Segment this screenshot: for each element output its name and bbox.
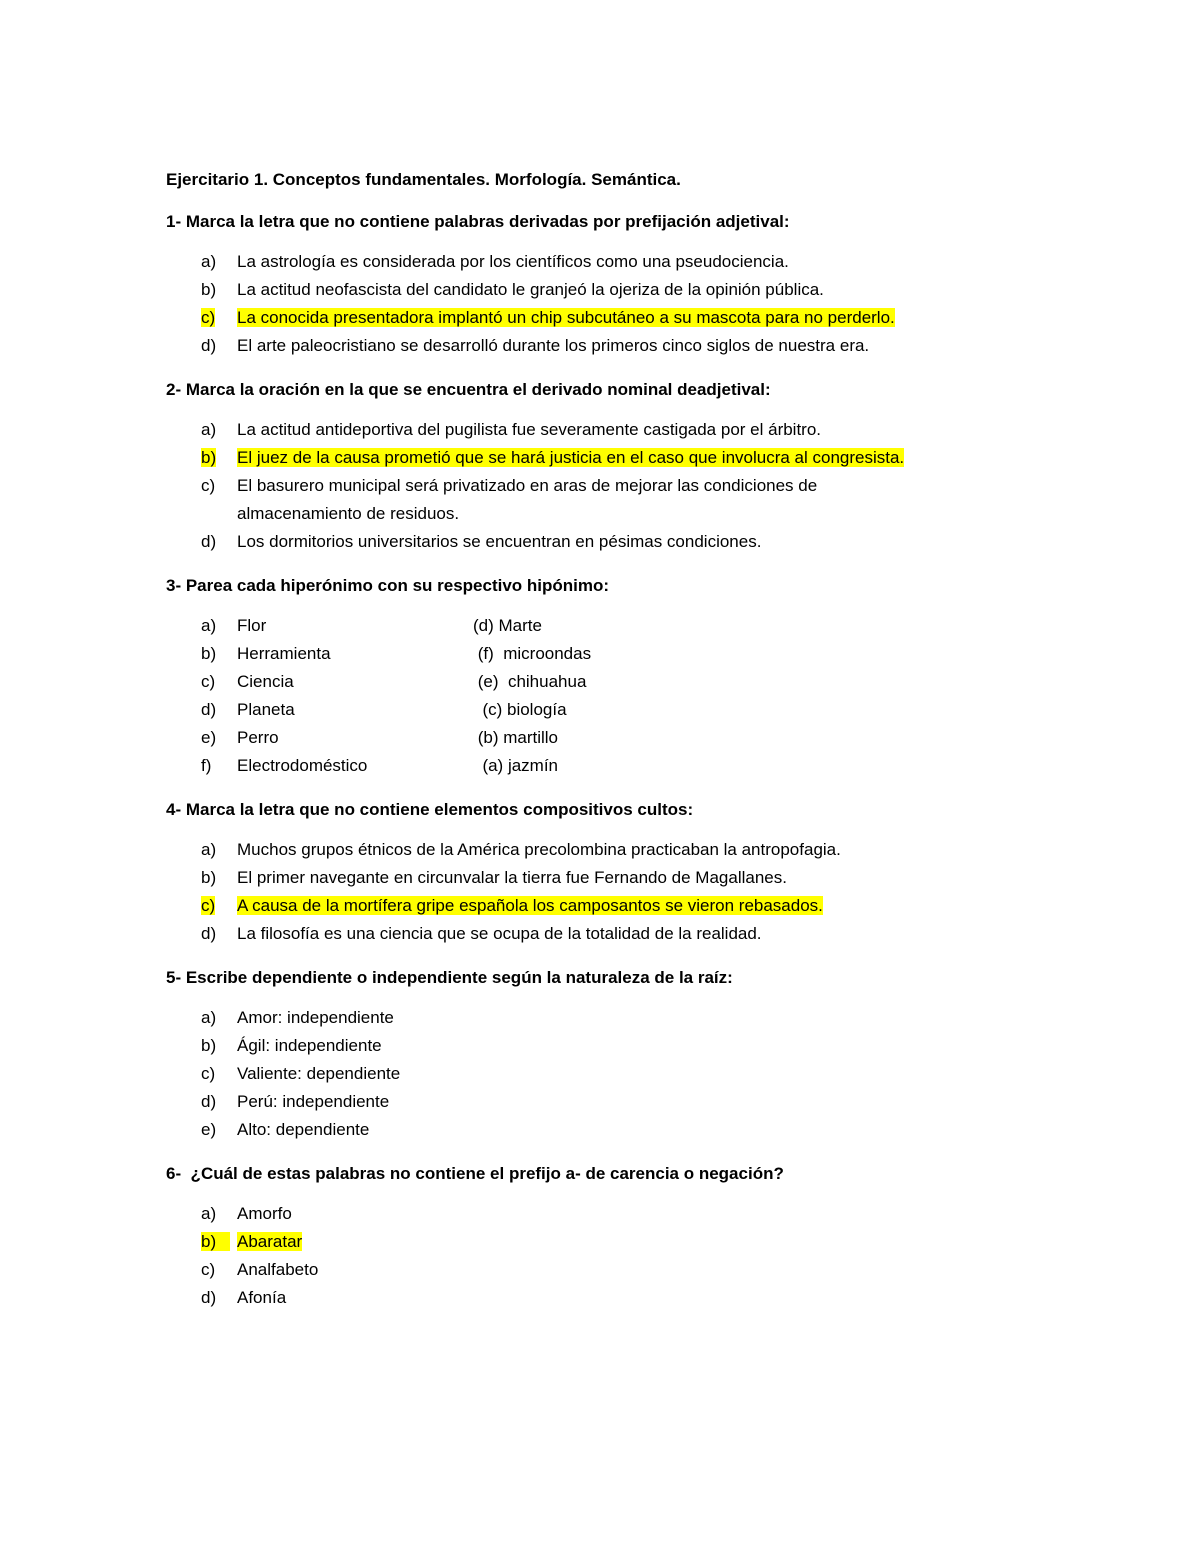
question-2-prompt: 2- Marca la oración en la que se encuentra el derivado nominal deadjetival: — [166, 380, 771, 399]
option-5a — [166, 1004, 1066, 1032]
pair-e — [166, 724, 1066, 752]
pair-c — [166, 668, 1066, 696]
option-1d — [166, 332, 1066, 360]
option-text: Amor: independiente — [237, 1008, 394, 1027]
option-4d — [166, 920, 1066, 948]
option-letter: b) — [201, 280, 217, 299]
pair-f — [166, 752, 1066, 780]
pair-letter: d) — [201, 700, 217, 719]
hyperonym: Ciencia — [237, 672, 294, 691]
option-letter: c) — [201, 1260, 216, 1279]
option-letter: c) — [201, 896, 216, 915]
option-letter: a) — [201, 1008, 217, 1027]
hyperonym: Electrodoméstico — [237, 756, 368, 775]
option-letter: c) — [201, 476, 216, 495]
hyponym: (d) Marte — [473, 616, 542, 635]
pair-letter: f) — [201, 756, 212, 775]
option-letter: d) — [201, 532, 217, 551]
option-letter: b) — [201, 1232, 230, 1251]
option-2a — [166, 416, 1066, 444]
option-5c — [166, 1060, 1066, 1088]
option-letter: d) — [201, 336, 217, 355]
hyperonym: Flor — [237, 616, 267, 635]
option-text: El primer navegante en circunvalar la tierra fue Fernando de Magallanes. — [237, 868, 787, 887]
pair-letter: b) — [201, 644, 217, 663]
option-2c — [166, 472, 1066, 528]
option-6a — [166, 1200, 1066, 1228]
pair-b — [166, 640, 1066, 668]
option-5d — [166, 1088, 1066, 1116]
hyperonym: Perro — [237, 728, 279, 747]
option-4a — [166, 836, 1066, 864]
option-letter: a) — [201, 420, 217, 439]
option-text: La filosofía es una ciencia que se ocupa de la totalidad de la realidad. — [237, 924, 762, 943]
option-letter: b) — [201, 448, 217, 467]
hyponym: (e) chihuahua — [473, 672, 587, 691]
option-letter: a) — [201, 252, 217, 271]
option-letter: a) — [201, 1204, 217, 1223]
pair-d — [166, 696, 1066, 724]
option-letter: d) — [201, 1092, 217, 1111]
option-text: El juez de la causa prometió que se hará justicia en el caso que involucra al congresista. — [237, 448, 905, 467]
document-page — [166, 168, 1066, 1330]
hyponym: (a) jazmín — [473, 756, 559, 775]
pair-letter: a) — [201, 616, 217, 635]
hyponym: (b) martillo — [473, 728, 559, 747]
question-3-prompt: 3- Parea cada hiperónimo con su respectivo hipónimo: — [166, 576, 610, 595]
option-text: Amorfo — [237, 1204, 292, 1223]
option-text: Analfabeto — [237, 1260, 319, 1279]
option-5e — [166, 1116, 1066, 1144]
option-1b — [166, 276, 1066, 304]
option-text: La astrología es considerada por los científicos como una pseudociencia. — [237, 252, 789, 271]
hyperonym: Planeta — [237, 700, 295, 719]
option-letter: a) — [201, 840, 217, 859]
option-letter: c) — [201, 1064, 216, 1083]
option-4c-highlighted — [166, 892, 1066, 920]
option-text: El arte paleocristiano se desarrolló durante los primeros cinco siglos de nuestra era. — [237, 336, 870, 355]
option-2d — [166, 528, 1066, 556]
option-text: Valiente: dependiente — [237, 1064, 401, 1083]
question-5-options — [166, 1004, 1066, 1144]
question-3-pairs — [166, 612, 1066, 780]
question-6-prompt: 6- ¿Cuál de estas palabras no contiene el prefijo a- de carencia o negación? — [166, 1164, 784, 1183]
pair-a — [166, 612, 1066, 640]
question-5-prompt: 5- Escribe dependiente o independiente según la naturaleza de la raíz: — [166, 968, 733, 987]
question-4-options — [166, 836, 1066, 948]
hyponym: (c) biología — [473, 700, 567, 719]
option-text: Afonía — [237, 1288, 287, 1307]
option-letter: c) — [201, 308, 216, 327]
option-letter: d) — [201, 924, 217, 943]
option-6b-highlighted — [166, 1228, 1066, 1256]
pair-letter: c) — [201, 672, 216, 691]
option-text: Muchos grupos étnicos de la América precolombina practicaban la antropofagia. — [237, 840, 841, 859]
option-2b-highlighted — [166, 444, 1066, 472]
option-5b — [166, 1032, 1066, 1060]
option-1c-highlighted — [166, 304, 1066, 332]
option-4b — [166, 864, 1066, 892]
question-2-options — [166, 416, 1066, 556]
option-6d — [166, 1284, 1066, 1312]
option-letter: b) — [201, 1036, 217, 1055]
option-text: La actitud antideportiva del pugilista fue severamente castigada por el árbitro. — [237, 420, 822, 439]
pair-letter: e) — [201, 728, 217, 747]
question-6-options — [166, 1200, 1066, 1312]
option-text: El basurero municipal será privatizado en aras de mejorar las condiciones de almacenamiento de residuos. — [237, 476, 818, 523]
hyperonym: Herramienta — [237, 644, 331, 663]
option-letter: d) — [201, 1288, 217, 1307]
option-text: Ágil: independiente — [237, 1036, 382, 1055]
document-title: Ejercitario 1. Conceptos fundamentales. Morfología. Semántica. — [166, 170, 681, 189]
question-1-options — [166, 248, 1066, 360]
option-text: A causa de la mortífera gripe española los camposantos se vieron rebasados. — [237, 896, 823, 915]
option-6c — [166, 1256, 1066, 1284]
hyponym: (f) microondas — [473, 644, 592, 663]
option-text: La conocida presentadora implantó un chip subcutáneo a su mascota para no perderlo. — [237, 308, 895, 327]
option-1a — [166, 248, 1066, 276]
option-letter: e) — [201, 1120, 217, 1139]
option-text: Los dormitorios universitarios se encuentran en pésimas condiciones. — [237, 532, 762, 551]
option-text: Alto: dependiente — [237, 1120, 370, 1139]
question-4-prompt: 4- Marca la letra que no contiene elementos compositivos cultos: — [166, 800, 694, 819]
option-text: Abaratar — [237, 1232, 303, 1251]
option-text: La actitud neofascista del candidato le granjeó la ojeriza de la opinión pública. — [237, 280, 824, 299]
option-letter: b) — [201, 868, 217, 887]
option-text: Perú: independiente — [237, 1092, 390, 1111]
question-1-prompt: 1- Marca la letra que no contiene palabras derivadas por prefijación adjetival: — [166, 212, 790, 231]
